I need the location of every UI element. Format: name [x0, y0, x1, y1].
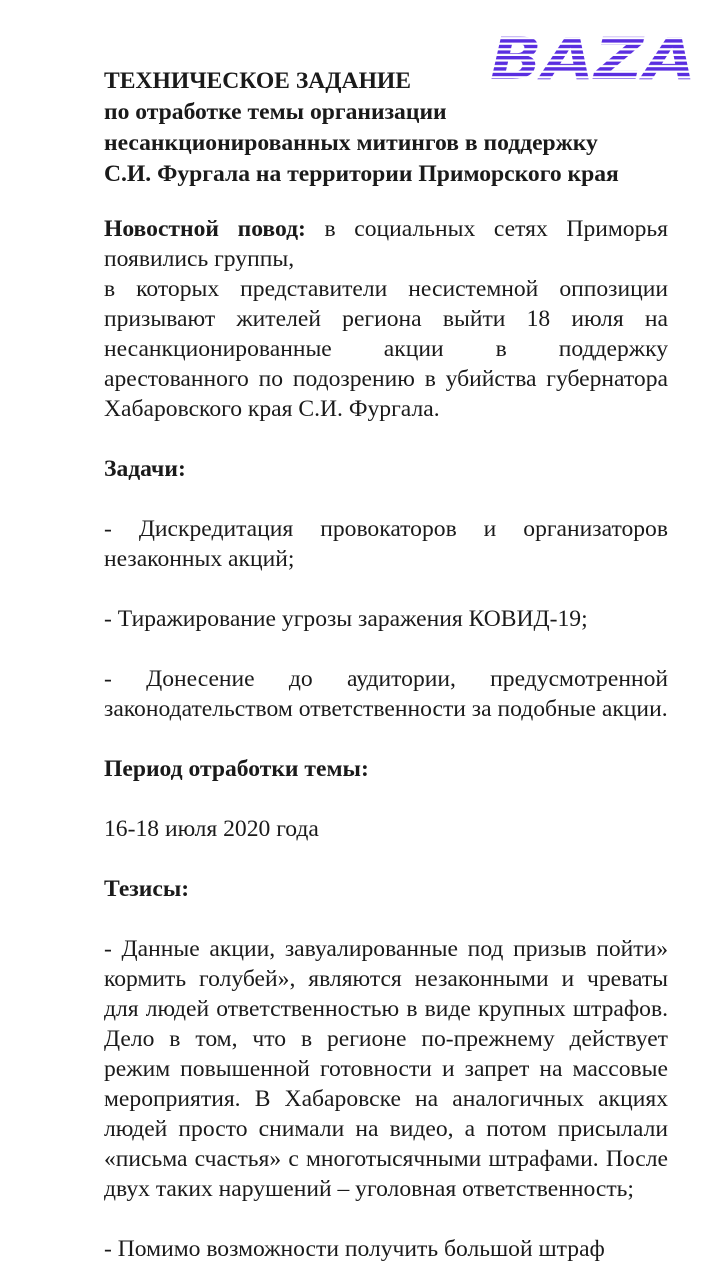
news-text-1: в социальных сетях Приморья появились группы, [104, 216, 669, 272]
document-title [104, 66, 668, 190]
period-heading: Период отработки темы: [104, 756, 369, 782]
task-item: - Тиражирование угрозы заражения КОВИД-19; [104, 606, 588, 632]
news-paragraph [104, 214, 668, 274]
title-line-4: С.И. Фургала на территории Приморского края [104, 161, 619, 187]
thesis-item: - Данные акции, завуалированные под призыв пойти» кормить голубей», являются незаконными и чреваты для людей ответственностью в виде крупных штрафов. Дело в том, что в регионе по-прежнему действует режим повышенной готовности и запрет на массовые мероприятия. В Хабаровске на аналогичных акциях людей просто снимали на видео, а потом присылали «письма счастья» с многотысячными штрафами. После двух таких нарушений – уголовная ответственность; [104, 936, 668, 1202]
title-line-2: по отработке темы организации [104, 99, 447, 125]
title-line-3: несанкционированных митингов в поддержку [104, 130, 598, 156]
task-item: - Дискредитация провокаторов и организаторов незаконных акций; [104, 516, 668, 572]
thesis-item: - Помимо возможности получить большой штраф [104, 1236, 605, 1262]
title-line-1: ТЕХНИЧЕСКОЕ ЗАДАНИЕ [104, 68, 412, 94]
task-item: - Донесение до аудитории, предусмотренной законодательством ответственности за подобные акции. [104, 666, 668, 722]
news-label: Новостной повод: [104, 216, 306, 242]
theses-heading: Тезисы: [104, 876, 190, 902]
news-paragraph-2: в которых представители несистемной оппозиции призывают жителей региона выйти 18 июля на несанкционированные акции в поддержку арестованного по подозрению в убийства губернатора Хабаровского края С.И. Фургала. [104, 276, 668, 422]
document-body [104, 66, 668, 1264]
logo-text: BAZA [490, 28, 696, 84]
period-value: 16-18 июля 2020 года [104, 816, 319, 842]
tasks-heading: Задачи: [104, 456, 186, 482]
